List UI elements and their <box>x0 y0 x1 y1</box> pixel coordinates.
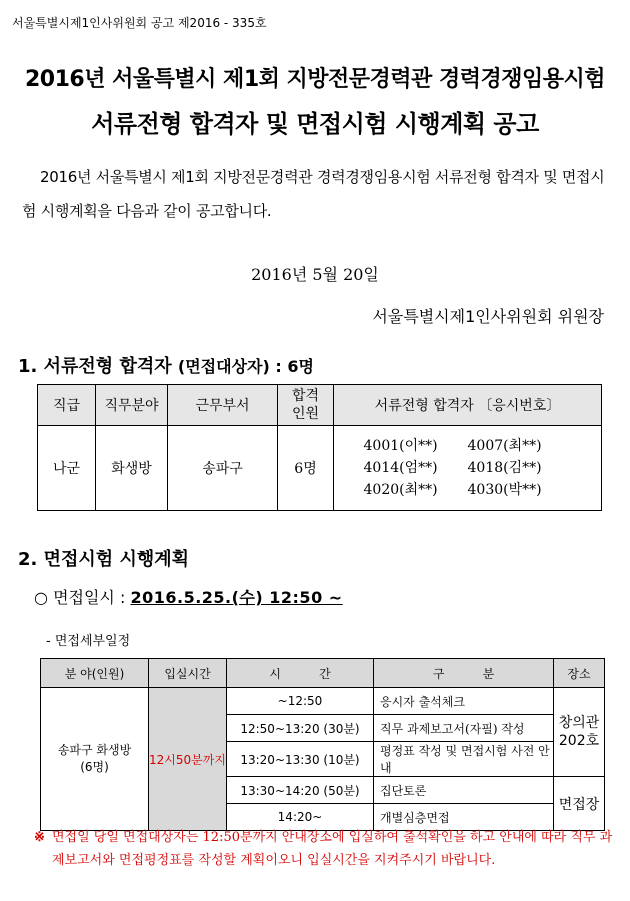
applicant-number: 4007(최**) <box>467 438 542 454</box>
col-count: 합격 인원 <box>278 385 334 426</box>
applicant-number: 4001(이**) <box>363 438 438 454</box>
notice-number: 서울특별시제1인사위원회 공고 제2016 - 335호 <box>12 16 267 30</box>
schedule-title: - 면접세부일정 <box>46 634 131 649</box>
dept-cell: 송파구 <box>168 426 278 511</box>
entry-time-cell: 12시50분까지 <box>149 688 227 831</box>
title-line-2: 서류전형 합격자 및 면접시험 시행계획 공고 <box>91 110 539 138</box>
time-cell: 13:20~13:30 (10분) <box>227 742 374 777</box>
place-cell: 면접장 <box>554 777 605 831</box>
col-field: 분 야(인원) <box>41 659 149 688</box>
section-1-title: 1. 서류전형 합격자 <box>18 356 172 377</box>
issuer: 서울특별시제1인사위원회 위원장 <box>372 307 604 326</box>
col-applicants: 서류전형 합격자 〔응시번호〕 <box>334 385 602 426</box>
grade-cell: 나군 <box>38 426 96 511</box>
field-cell: 송파구 화생방 (6명) <box>41 688 149 831</box>
place-cell: 창의관 202호 <box>554 688 605 777</box>
note-text: 면접일 당일 면접대상자는 12:50분까지 안내장소에 입실하여 출석확인을 하고 안내에 따라 직무 과제보고서와 면접평정표를 작성할 계획이오니 입실시간을 지켜주시기 바랍니다. <box>52 830 613 868</box>
desc-cell: 집단토론 <box>374 777 554 804</box>
col-dept: 근무부서 <box>168 385 278 426</box>
time-cell: 14:20~ <box>227 804 374 831</box>
desc-cell: 개별심층면접 <box>374 804 554 831</box>
col-place: 장소 <box>554 659 605 688</box>
section-2-heading: 2. 면접시험 시행계획 <box>18 549 189 570</box>
schedule-table <box>40 658 605 831</box>
desc-cell: 직무 과제보고서(자필) 작성 <box>374 715 554 742</box>
count-cell: 6명 <box>278 426 334 511</box>
applicant-number: 4030(박**) <box>467 482 542 498</box>
col-grade: 직급 <box>38 385 96 426</box>
notice-date: 2016년 5월 20일 <box>251 265 379 284</box>
title-line-1: 2016년 서울특별시 제1회 지방전문경력관 경력경쟁임용시험 <box>25 67 605 92</box>
col-time: 시 간 <box>227 659 374 688</box>
col-category: 구 분 <box>374 659 554 688</box>
section-1-heading <box>18 352 314 378</box>
time-cell: ~12:50 <box>227 688 374 715</box>
field-cell: 화생방 <box>96 426 168 511</box>
desc-cell: 평정표 작성 및 면접시험 사전 안내 <box>374 742 554 777</box>
table-row <box>38 426 602 511</box>
time-cell: 13:30~14:20 (50분) <box>227 777 374 804</box>
applicant-number: 4018(김**) <box>467 460 542 476</box>
applicants-cell <box>334 426 602 511</box>
datetime-label: 면접일시 : <box>53 588 131 607</box>
col-entry-time: 입실시간 <box>149 659 227 688</box>
table-row <box>41 688 605 715</box>
intro-paragraph: 2016년 서울특별시 제1회 지방전문경력관 경력경쟁임용시험 서류전형 합격자 및 면접시험 시행계획을 다음과 같이 공고합니다. <box>22 168 605 220</box>
time-cell: 12:50~13:20 (30분) <box>227 715 374 742</box>
section-1-sub: (면접대상자) : 6명 <box>177 357 314 376</box>
datetime-value: 2016.5.25.(수) 12:50 ~ <box>130 588 343 607</box>
applicant-number: 4020(최**) <box>363 482 438 498</box>
interview-datetime <box>34 585 343 608</box>
bullet-icon: ○ <box>34 588 48 607</box>
col-field: 직무분야 <box>96 385 168 426</box>
attention-note <box>34 826 614 872</box>
desc-cell: 응시자 출석체크 <box>374 688 554 715</box>
applicant-table <box>37 384 602 511</box>
reference-mark-icon: ※ <box>34 830 45 845</box>
applicant-number: 4014(엄**) <box>363 460 438 476</box>
